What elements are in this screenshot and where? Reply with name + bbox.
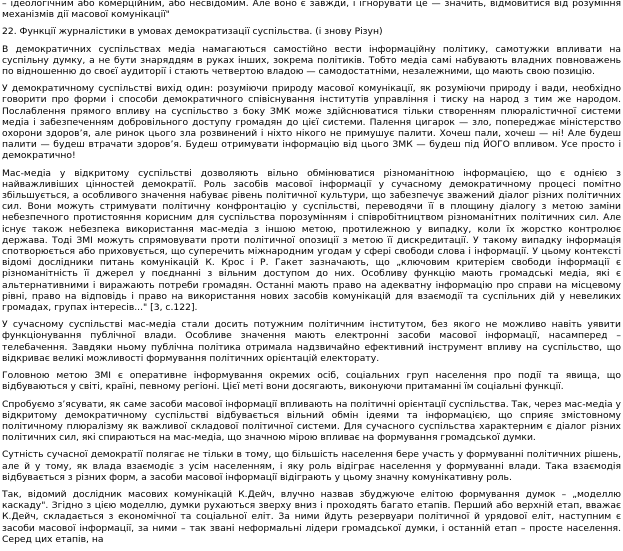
paragraph-democratic-coexistence: У демократичному суспільстві вихід один: розуміючи природу масової комунікації, як розуміючи природу і вади, необхідно говорити про форми і способи демократичного співіснування інститутів управління і тиску на народ з тим же народом. Послаблення прямого впливу на суспільство з боку ЗМК може здійснюватися тільки створенням плюралістичної системи медіа і забезпеченням добровільного доступу громадян до цієї системи. Палення цигарок — зло, попереджає міністерство охорони здоров’я, але ринок цього зла розвинений і ніхто нікого не примушує палити. Хочеш пали, хочеш — ні! Але будеш палити — будеш втрачати здоров’я. Будеш отримувати інформацію від цього ЗМК — будеш під ЙОГО впливом. Усе просто і демократично!: [2, 83, 621, 162]
paragraph-democracy-essence: Сутність сучасної демократії полягає не тільки в тому, що більшість населення бере участь у формуванні політичних рішень, але й у тому, як влада взаємодіє з усім населенням, і яку роль відіграє населення у формуванні влади. Така взаємодія відбувається з різних форм, а засоби масової інформації відіграють у цьому значну комунікативну роль.: [2, 449, 621, 483]
paragraph-cascade-model: Так, відомий дослідник масових комунікацій К.Дейч, влучно назвав збуджуюче елітою формування думок – „моделлю каскаду". Згідно з цією моделлю, думки рухаються зверху вниз і проходять багато етапів. Перший або верхній етап, вважає К.Дейч, складається з економічної та соціальної еліт. За ними йдуть резервуари політичної й урядової еліт, наступним є засоби масової інформації, за ними – так звані неформальні лідери громадської думки, і останній етап – просте населення. Серед цих етапів, на: [2, 488, 621, 545]
document-body: [2, 0, 621, 551]
paragraph-mass-media-open-society: Мас-медіа у відкритому суспільстві дозволяють вільно обмінюватися різноманітною інформацією, що є однією з найважливіших цінностей демократії. Роль засобів масової інформації у сучасному демократичному процесі помітно збільшується, а особливого значення набуває рівень політичної культури, що забезпечує зважений діалог різних політичних сил. Вони можуть стримувати політичну конфронтацію у суспільстві, переводячи її в площину діалогу з метою заміни небезпечного протистояння корисним для суспільства порозумінням і співробітництвом різноманітних політичних сил. Але існує також небезпека використання мас-медіа з іншою метою, протилежною у випадку, коли їх жорстко контролює держава. Тоді ЗМІ можуть спрямовувати проти політичної опозиції з метою її дискредитації. У такому випадку інформація спотворюється або приховується, що суперечить міжнародним угодам у сфері свободи слова і інформації. У цьому контексті відомі дослідники питань комунікацій К. Крос і Р. Гакет зазначають, що „ключовим критерієм свободи інформації є різноманітність її джерел у поєднанні з вільним доступом до них. Особливу функцію мають громадські медіа, які є альтернативними і виражають потреби громадян. Останні мають право на адекватну інформацію про справи на місцевому рівні, право на відповідь і право на використання нових засобів комунікацій для взаємодії та суспільних дій у невеликих громадах, групах інтересів..." [3, с.122].: [2, 167, 621, 314]
paragraph-media-policy: В демократичних суспільствах медіа намагаються самостійно вести інформаційну політику, самотужки впливати на суспільну думку, а не бути знаряддям в руках інших, зокрема політиків. Тобто медіа самі набувають владних повноважень по відношенню до своєї аудиторії і стають четвертою владою — самодостатніми, незалежними, що мають свою позицію.: [2, 43, 621, 78]
paragraph-political-orientation: Спробуємо з’ясувати, як саме засоби масової інформації впливають на політичні орієнтації суспільства. Так, через мас-медіа у відкритому демократичному суспільстві відбувається вільний обмін ідеями та інформацією, що сприяє змістовному політичному плюралізму як важливої складової політичної системи. Для сучасного суспільства характерним є діалог різних політичних сил, які спираються на мас-медіа, що значною мірою впливає на формування громадської думки.: [2, 398, 621, 444]
paragraph-political-institution: У сучасному суспільстві мас-медіа стали досить потужним політичним інститутом, без якого не можливо навіть уявити функціонування публічної влади. Особливе значення мають електронні засоби масової інформації, насамперед – телебачення. Завдяки ньому публічна політика отримала надзвичайно ефективний інструмент впливу на суспільство, що відкриває великі можливості формування політичних орієнтацій електорату.: [2, 319, 621, 364]
paragraph-main-goal: Головною метою ЗМІ є оперативне інформування окремих осіб, соціальних груп населення про події та явища, що відбуваються у світі, країні, певному регіоні. Цієї меті вони досягають, виконуючи притаманні їм соціальні функції.: [2, 370, 621, 393]
paragraph-quote-end: – ідеологічним або комерційним, або несвідомим. Але воно є завжди, і ігнорувати це — значить, відмовитися від розуміння механізмів дії масової комунікації": [2, 0, 621, 21]
section-heading: 22. Функції журналістики в умовах демократизації суспільства. (і знову Різун): [2, 26, 383, 38]
